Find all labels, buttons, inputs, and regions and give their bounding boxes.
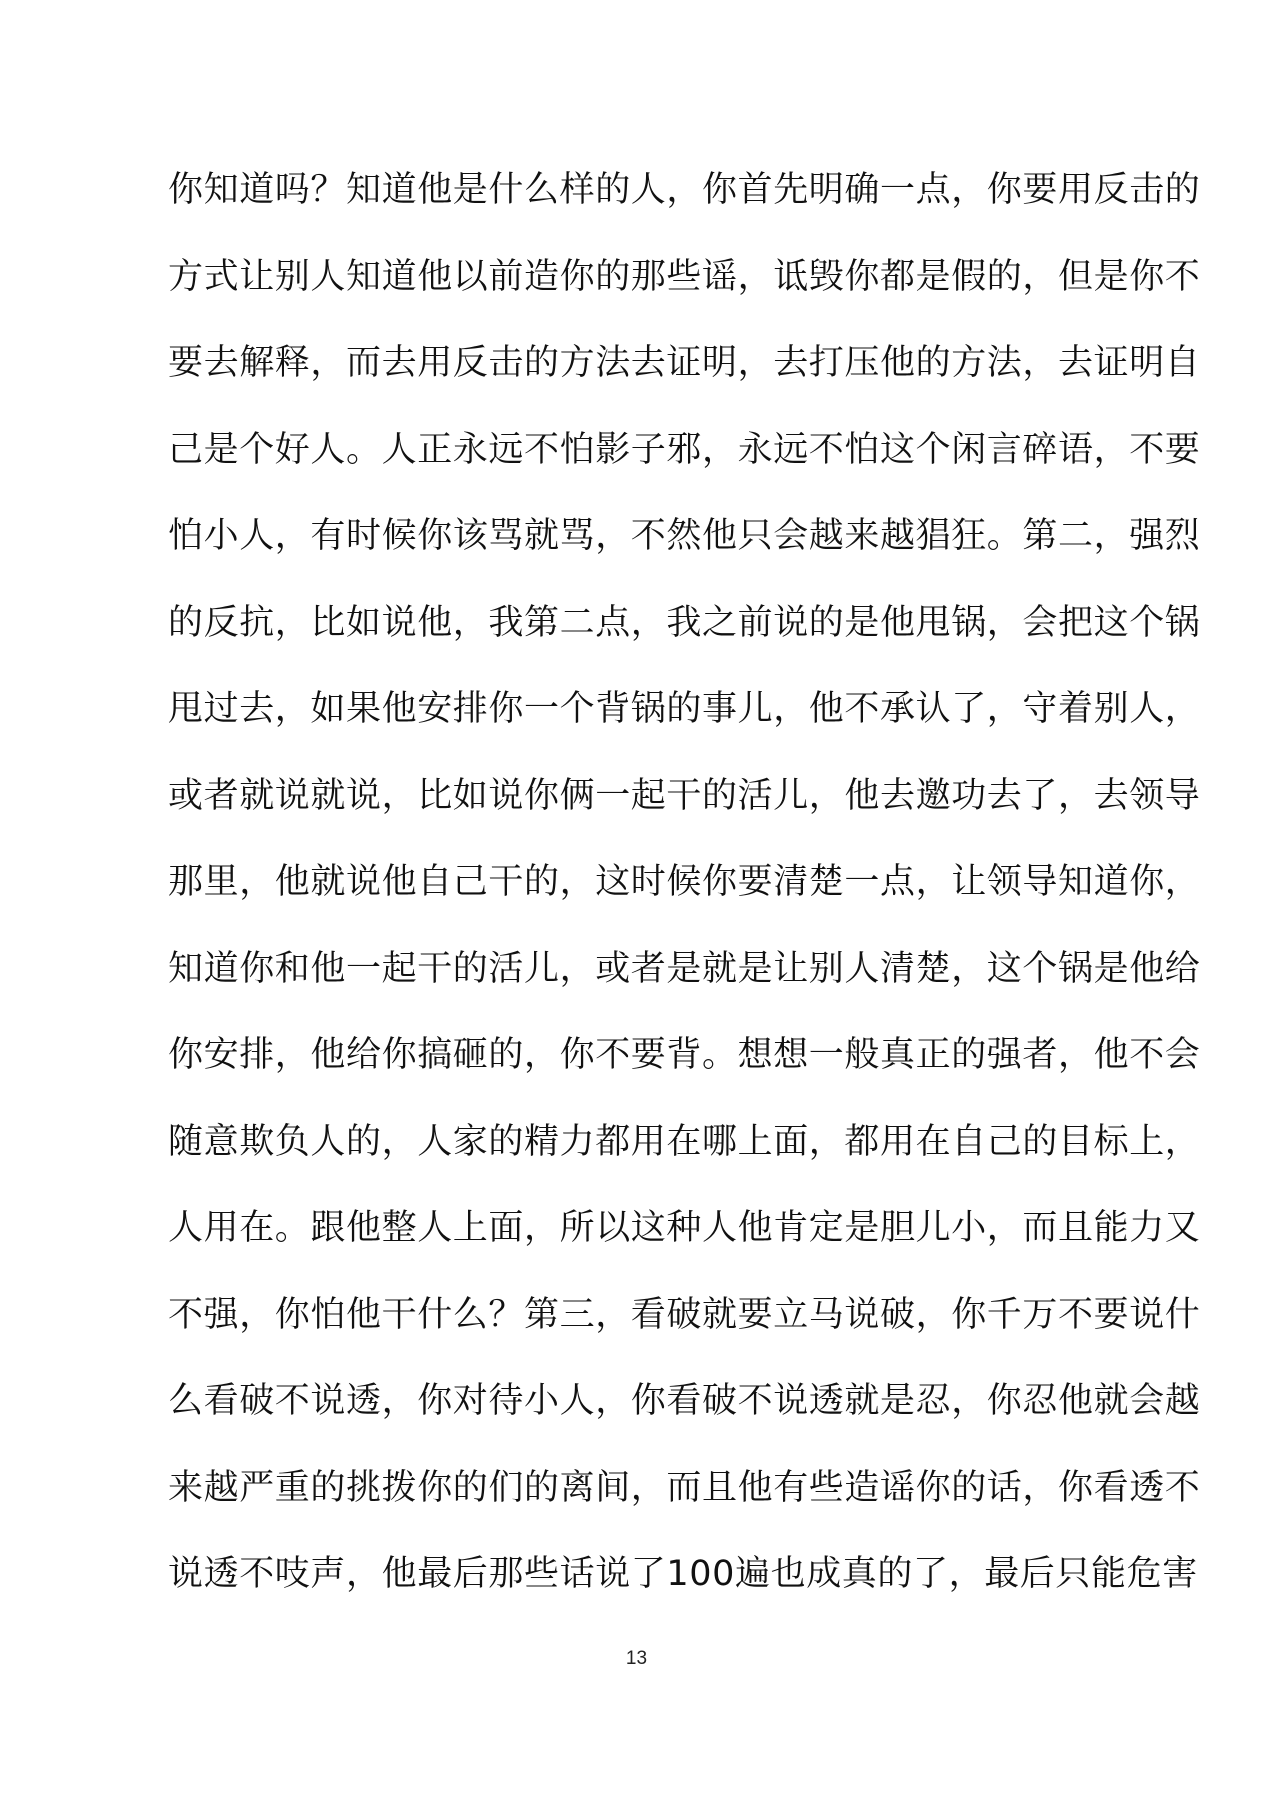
text-line: 人用在。跟他整人上面，所以这种人他肯定是胆儿小，而且能力又 [168, 1208, 1201, 1248]
text-line: 知道你和他一起干的活儿，或者是就是让别人清楚，这个锅是他给 [168, 948, 1201, 989]
text-line: 己是个好人。人正永远不怕影子邪，永远不怕这个闲言碎语，不要 [168, 429, 1201, 470]
text-line: 不强，你怕他干什么？第三，看破就要立马说破，你千万不要说什 [168, 1294, 1201, 1335]
text-line: 怕小人，有时候你该骂就骂，不然他只会越来越猖狂。第二，强烈 [168, 516, 1201, 556]
text-line: 随意欺负人的，人家的精力都用在哪上面，都用在自己的目标上， [168, 1121, 1201, 1162]
text-line: 要去解释，而去用反击的方法去证明，去打压他的方法，去证明自 [168, 343, 1201, 383]
text-line: 你知道吗？知道他是什么样的人，你首先明确一点，你要用反击的 [168, 170, 1201, 210]
text-line: 的反抗，比如说他，我第二点，我之前说的是他甩锅，会把这个锅 [168, 602, 1201, 643]
text-line: 你安排，他给你搞砸的，你不要背。想想一般真正的强者，他不会 [168, 1035, 1201, 1075]
text-line: 方式让别人知道他以前造你的那些谣，诋毁你都是假的，但是你不 [168, 256, 1201, 297]
text-line: 么看破不说透，你对待小人，你看破不说透就是忍，你忍他就会越 [168, 1381, 1201, 1421]
page-number: 13 [625, 1648, 648, 1669]
text-line: 说透不吱声，他最后那些话说了100遍也成真的了，最后只能危害 [168, 1554, 1198, 1594]
text-line: 甩过去，如果他安排你一个背锅的事儿，他不承认了，守着别人， [168, 689, 1201, 729]
text-line: 或者就说就说，比如说你俩一起干的活儿，他去邀功去了，去领导 [168, 775, 1201, 816]
body-text [168, 155, 1201, 1626]
text-line: 那里，他就说他自己干的，这时候你要清楚一点，让领导知道你， [168, 862, 1201, 902]
text-line: 来越严重的挑拨你的们的离间，而且他有些造谣你的话，你看透不 [168, 1467, 1201, 1508]
